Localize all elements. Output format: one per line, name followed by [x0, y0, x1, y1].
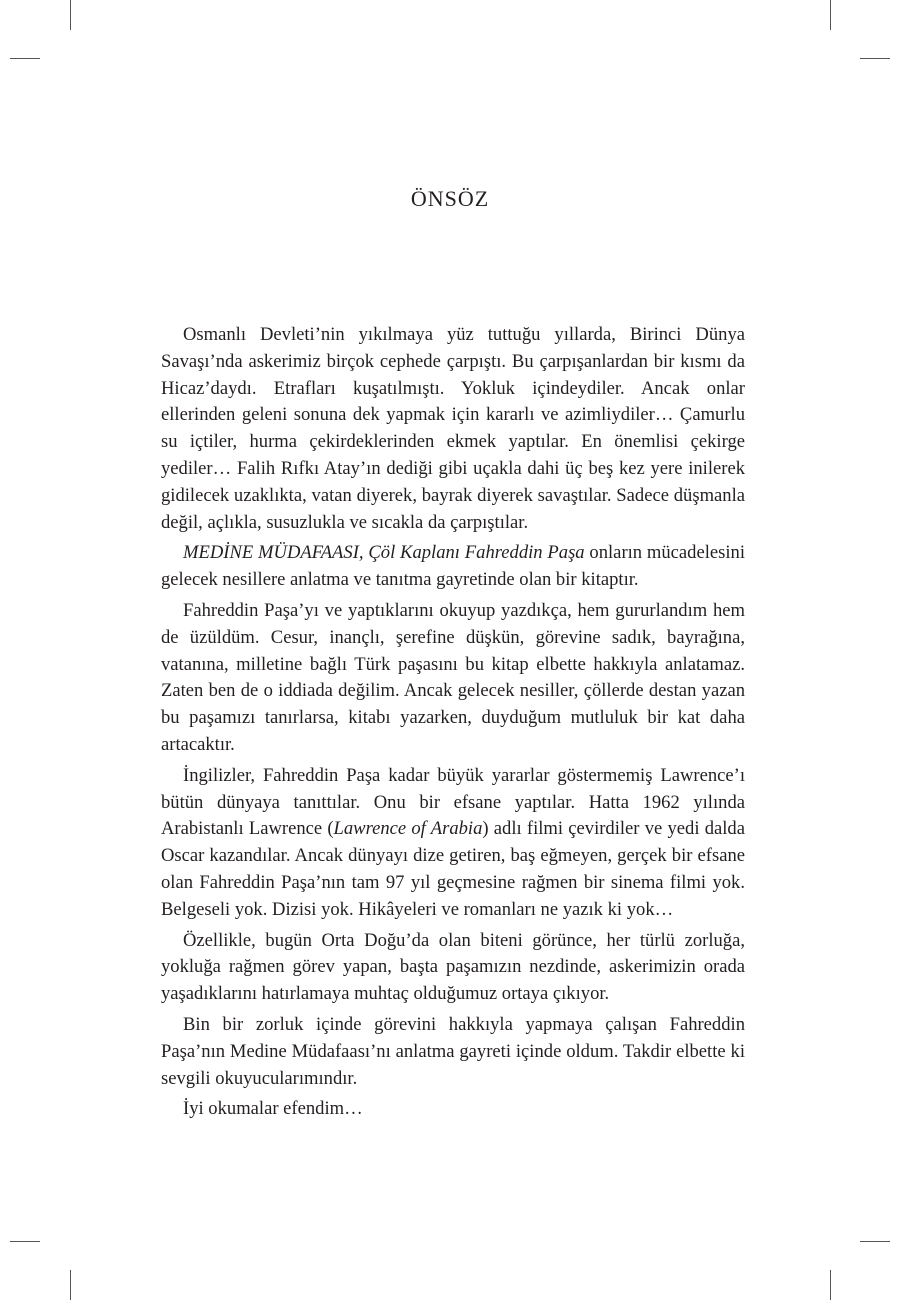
paragraph-4-part-a: İngilizler, Fahreddin Paşa kadar büyük yararlar göstermemiş Lawrence’ı bütün dünyaya tanıttılar. Onu bir efsane yaptılar. Hatta 1962 yılında Arabistanlı Lawrence (: [161, 764, 745, 840]
paragraph-4: [161, 763, 745, 924]
paragraph-3: Fahreddin Paşa’yı ve yaptıklarını okuyup yazdıkça, hem gururlandım hem de üzüldüm. Cesur, inançlı, şerefine düşkün, görevine sadık, bayrağına, vatanına, milletine bağlı Türk paşasını bu kitap elbette hakkıyla anlatamaz. Zaten ben de o iddiada değilim. Ancak gelecek nesiller, çöllerde destan yazan bu paşamızı tanırlarsa, kitabı yazarken, duyduğum mutluluk bir kat daha artacaktır.: [161, 599, 745, 755]
preface-body: [161, 322, 745, 1127]
paragraph-7: İyi okumalar efendim…: [183, 1098, 363, 1120]
crop-mark-top-right-horizontal: [860, 58, 890, 59]
crop-mark-bottom-right-vertical: [830, 1270, 831, 1300]
book-title-italic: MEDİNE MÜDAFAASI, Çöl Kaplanı Fahreddin Paşa: [183, 542, 585, 564]
crop-mark-bottom-left-vertical: [70, 1270, 71, 1300]
page-title: ÖNSÖZ: [410, 186, 490, 211]
crop-mark-top-left-vertical: [70, 0, 71, 30]
paragraph-1: Osmanlı Devleti’nin yıkılmaya yüz tuttuğu yıllarda, Birinci Dünya Savaşı’nda askerimiz birçok cephede çarpıştı. Bu çarpışanlardan bir kısmı da Hicaz’daydı. Etrafları kuşatılmıştı. Yokluk içindeydiler. Ancak onlar ellerinden geleni sonuna dek yapmak için kararlı ve azimliydiler… Çamurlu su içtiler, hurma çekirdeklerinden ekmek yaptılar. En önemlisi çekirge yediler… Falih Rıfkı Atay’ın dediği gibi uçakla dahi üç beş kez yere inilerek gidilecek uzaklıkta, vatan diyerek, bayrak diyerek savaştılar. Sadece düşmanla değil, açlıkla, susuzlukla ve sıcakla da çarpıştılar.: [161, 324, 745, 533]
paragraph-2: [161, 540, 745, 594]
paragraph-5: Özellikle, bugün Orta Doğu’da olan biteni görünce, her türlü zorluğa, yokluğa rağmen görev yapan, başta paşamızın nezdinde, askerimizin orada yaşadıklarını hatırlamaya muhtaç olduğumuz ortaya çıkıyor.: [161, 929, 745, 1005]
paragraph-2-rest: onların mücadelesini gelecek nesillere anlatma ve tanıtma gayretinde olan bir kitaptır.: [161, 542, 746, 591]
film-title-italic: Lawrence of Arabia: [333, 818, 483, 840]
paragraph-4-part-b: ) adlı filmi çevirdiler ve yedi dalda Oscar kazandılar. Ancak dünyayı dize getiren, baş eğmeyen, gerçek bir efsane olan Fahreddin Paşa’nın tam 97 yıl geçmesine rağmen bir sinema filmi yok. Belgeseli yok. Dizisi yok. Hikâyeleri ve romanları ne yazık ki yok…: [161, 818, 745, 920]
crop-mark-bottom-left-horizontal: [10, 1241, 40, 1242]
crop-mark-bottom-right-horizontal: [860, 1241, 890, 1242]
paragraph-6: Bin bir zorluk içinde görevini hakkıyla yapmaya çalışan Fahreddin Paşa’nın Medine Müdafaası’nı anlatma gayreti içinde oldum. Takdir elbette ki sevgili okuyucularımındır.: [161, 1013, 745, 1089]
crop-mark-top-left-horizontal: [10, 58, 40, 59]
crop-mark-top-right-vertical: [830, 0, 831, 30]
